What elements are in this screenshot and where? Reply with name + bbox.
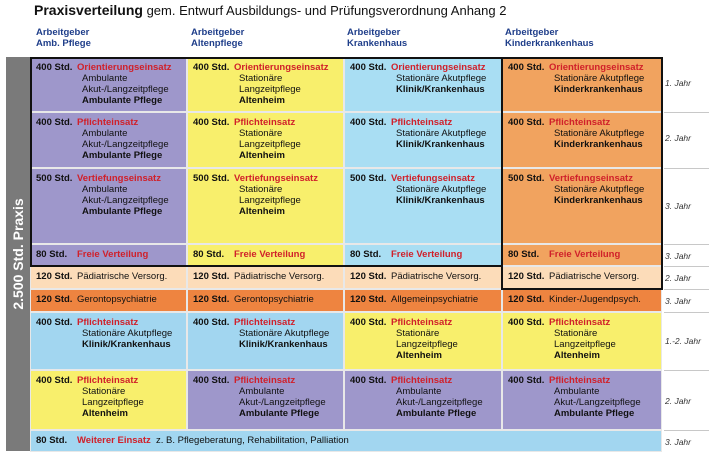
einsatz-type: Vertiefungseinsatz xyxy=(391,173,475,184)
einsatz-type: Pflichteinsatz xyxy=(234,375,296,386)
cell-line: Ambulante Pflege xyxy=(82,150,163,161)
hours-label: 400 Std. xyxy=(193,62,230,73)
cell-title xyxy=(36,317,186,328)
cell-pflicht2-kh xyxy=(344,312,502,370)
column-header-altenpflege xyxy=(191,27,244,49)
cell-line: Akut-/Langzeitpflege xyxy=(82,139,169,150)
cell-psych-amb xyxy=(30,289,187,312)
hours-label: 400 Std. xyxy=(193,317,230,328)
title-subtitle: gem. Entwurf Ausbildungs- und Prüfungsverordnung Anhang 2 xyxy=(146,3,507,18)
cell-title xyxy=(193,271,343,282)
cell-title xyxy=(350,62,501,73)
cell-line: Ambulante Pflege xyxy=(396,408,477,419)
einsatz-text: Kinder-/Jugendpsych. xyxy=(549,294,641,305)
einsatz-type: Weiterer Einsatz xyxy=(77,435,151,446)
einsatz-type: Pflichteinsatz xyxy=(77,375,139,386)
cell-line: Stationäre Akutpflege xyxy=(82,328,173,339)
einsatz-type: Pflichteinsatz xyxy=(234,317,296,328)
hours-label: 120 Std. xyxy=(193,271,230,282)
year-label: 2. Jahr xyxy=(665,133,691,143)
cell-line: Langzeitpflege xyxy=(396,339,458,350)
cell-line: Altenheim xyxy=(554,350,600,361)
cell-orientierung-alten xyxy=(187,57,344,112)
page-title xyxy=(34,2,506,18)
cell-title xyxy=(350,117,501,128)
cell-pflicht3-kh xyxy=(344,370,502,430)
cell-line: Langzeitpflege xyxy=(554,339,616,350)
cell-line: Stationäre Akutpflege xyxy=(396,184,487,195)
hours-label: 400 Std. xyxy=(36,62,73,73)
hours-label: 400 Std. xyxy=(508,375,545,386)
hours-label: 400 Std. xyxy=(350,375,387,386)
cell-paediatrie-alten xyxy=(187,266,344,289)
cell-freie-alten xyxy=(187,244,344,266)
cell-line: Stationäre Akutpflege xyxy=(554,73,645,84)
cell-line: Ambulante Pflege xyxy=(239,408,320,419)
einsatz-type: Vertiefungseinsatz xyxy=(234,173,318,184)
hours-label: 500 Std. xyxy=(193,173,230,184)
cell-line: Altenheim xyxy=(396,350,442,361)
cell-line: Langzeitpflege xyxy=(82,397,144,408)
year-label: 3. Jahr xyxy=(665,296,691,306)
einsatz-type: Orientierungseinsatz xyxy=(549,62,644,73)
cell-title xyxy=(36,117,186,128)
einsatz-type: Pflichteinsatz xyxy=(234,117,296,128)
einsatz-text: z. B. Pflegeberatung, Rehabilitation, Palliation xyxy=(156,435,349,446)
cell-line: Ambulante xyxy=(554,386,600,397)
cell-title xyxy=(193,173,343,184)
cell-line: Klinik/Krankenhaus xyxy=(396,139,485,150)
hours-label: 400 Std. xyxy=(350,62,387,73)
hours-label: 120 Std. xyxy=(36,294,73,305)
einsatz-text: Gerontopsychiatrie xyxy=(77,294,157,305)
hours-label: 80 Std. xyxy=(36,435,68,446)
cell-freie-kinder xyxy=(502,244,662,266)
year-divider xyxy=(664,370,709,371)
cell-title xyxy=(193,294,343,305)
cell-title xyxy=(508,173,661,184)
cell-line: Langzeitpflege xyxy=(239,84,301,95)
einsatz-type: Orientierungseinsatz xyxy=(77,62,172,73)
year-label: 3. Jahr xyxy=(665,437,691,447)
column-header-kinderkrankenhaus xyxy=(505,27,594,49)
cell-title xyxy=(36,249,186,260)
year-divider xyxy=(664,430,709,431)
hours-label: 120 Std. xyxy=(350,271,387,282)
cell-pflicht1-alten xyxy=(187,112,344,168)
cell-line: Altenheim xyxy=(239,150,285,161)
hours-label: 120 Std. xyxy=(350,294,387,305)
year-label: 2. Jahr xyxy=(665,396,691,406)
einsatz-type: Pflichteinsatz xyxy=(391,375,453,386)
cell-title xyxy=(36,294,186,305)
cell-line: Stationäre Akutpflege xyxy=(554,184,645,195)
cell-title xyxy=(508,62,661,73)
year-divider xyxy=(664,112,709,113)
cell-line: Stationäre xyxy=(554,328,598,339)
einsatz-text: Pädiatrische Versorg. xyxy=(549,271,640,282)
einsatz-type: Pflichteinsatz xyxy=(77,317,139,328)
cell-pflicht2-kinder xyxy=(502,312,662,370)
cell-line: Kinderkrankenhaus xyxy=(554,139,643,150)
cell-line: Stationäre xyxy=(239,73,283,84)
cell-title xyxy=(508,317,661,328)
cell-line: Klinik/Krankenhaus xyxy=(82,339,171,350)
hours-label: 400 Std. xyxy=(350,117,387,128)
einsatz-type: Freie Verteilung xyxy=(549,249,621,260)
cell-vertiefung-alten xyxy=(187,168,344,244)
year-divider xyxy=(664,168,709,169)
cell-pflicht2-amb xyxy=(30,312,187,370)
hours-label: 400 Std. xyxy=(193,375,230,386)
cell-psych-kh xyxy=(344,289,502,312)
einsatz-text: Gerontopsychiatrie xyxy=(234,294,314,305)
hours-label: 80 Std. xyxy=(350,249,382,260)
einsatz-type: Vertiefungseinsatz xyxy=(549,173,633,184)
cell-title xyxy=(350,249,501,260)
cell-line: Ambulante xyxy=(396,386,442,397)
cell-line: Ambulante Pflege xyxy=(82,206,163,217)
einsatz-type: Freie Verteilung xyxy=(391,249,463,260)
praxis-label: 2.500 Std. Praxis xyxy=(10,198,26,310)
hours-label: 120 Std. xyxy=(36,271,73,282)
cell-paediatrie-kinder xyxy=(502,266,662,289)
cell-line: Stationäre Akutpflege xyxy=(554,128,645,139)
year-divider xyxy=(664,312,709,313)
hours-label: 80 Std. xyxy=(36,249,68,260)
cell-pflicht1-kinder xyxy=(502,112,662,168)
einsatz-text: Pädiatrische Versorg. xyxy=(391,271,482,282)
year-label: 1. Jahr xyxy=(665,78,691,88)
year-divider xyxy=(664,244,709,245)
column-header-line: Arbeitgeber xyxy=(347,27,401,38)
cell-title xyxy=(36,62,186,73)
cell-line: Akut-/Langzeitpflege xyxy=(82,84,169,95)
hours-label: 400 Std. xyxy=(36,317,73,328)
hours-label: 400 Std. xyxy=(350,317,387,328)
einsatz-type: Pflichteinsatz xyxy=(549,117,611,128)
cell-line: Klinik/Krankenhaus xyxy=(396,195,485,206)
hours-label: 400 Std. xyxy=(508,62,545,73)
cell-line: Akut-/Langzeitpflege xyxy=(82,195,169,206)
cell-title xyxy=(193,249,343,260)
einsatz-type: Orientierungseinsatz xyxy=(234,62,329,73)
cell-line: Akut-/Langzeitpflege xyxy=(239,397,326,408)
cell-line: Ambulante xyxy=(82,128,128,139)
column-header-line: Arbeitgeber xyxy=(191,27,245,38)
year-label: 3. Jahr xyxy=(665,201,691,211)
hours-label: 400 Std. xyxy=(508,117,545,128)
einsatz-text: Allgemeinpsychiatrie xyxy=(391,294,479,305)
cell-line: Klinik/Krankenhaus xyxy=(239,339,328,350)
hours-label: 80 Std. xyxy=(193,249,225,260)
cell-line: Ambulante xyxy=(82,184,128,195)
cell-title xyxy=(193,62,343,73)
cell-paediatrie-kh xyxy=(344,266,502,289)
hours-label: 120 Std. xyxy=(508,271,545,282)
cell-title xyxy=(508,375,661,386)
cell-title xyxy=(508,249,661,260)
cell-line: Stationäre xyxy=(82,386,126,397)
hours-label: 500 Std. xyxy=(508,173,545,184)
hours-label: 400 Std. xyxy=(36,375,73,386)
einsatz-text: Pädiatrische Versorg. xyxy=(234,271,325,282)
einsatz-type: Freie Verteilung xyxy=(77,249,149,260)
cell-line: Ambulante xyxy=(239,386,285,397)
cell-title xyxy=(350,173,501,184)
cell-title xyxy=(350,317,501,328)
cell-line: Stationäre xyxy=(239,128,283,139)
hours-label: 400 Std. xyxy=(193,117,230,128)
column-header-line: Arbeitgeber xyxy=(505,27,559,38)
einsatz-type: Vertiefungseinsatz xyxy=(77,173,161,184)
cell-pflicht2-alten xyxy=(187,312,344,370)
cell-title xyxy=(36,375,186,386)
cell-title xyxy=(508,117,661,128)
cell-orientierung-kh xyxy=(344,57,502,112)
cell-freie-kh xyxy=(344,244,502,266)
cell-line: Stationäre xyxy=(239,184,283,195)
cell-line: Akut-/Langzeitpflege xyxy=(396,397,483,408)
year-divider xyxy=(664,266,709,267)
cell-title xyxy=(193,375,343,386)
cell-line: Langzeitpflege xyxy=(239,139,301,150)
hours-label: 400 Std. xyxy=(36,117,73,128)
cell-vertiefung-kh xyxy=(344,168,502,244)
cell-vertiefung-kinder xyxy=(502,168,662,244)
cell-title xyxy=(193,117,343,128)
column-header-krankenhaus xyxy=(347,27,407,49)
cell-line: Ambulante Pflege xyxy=(554,408,635,419)
cell-line: Stationäre Akutpflege xyxy=(396,73,487,84)
cell-line: Stationäre xyxy=(396,328,440,339)
cell-line: Klinik/Krankenhaus xyxy=(396,84,485,95)
cell-line: Langzeitpflege xyxy=(239,195,301,206)
einsatz-type: Pflichteinsatz xyxy=(549,375,611,386)
cell-pflicht3-kinder xyxy=(502,370,662,430)
einsatz-type: Orientierungseinsatz xyxy=(391,62,486,73)
cell-line: Altenheim xyxy=(82,408,128,419)
cell-pflicht3-alten xyxy=(187,370,344,430)
cell-title xyxy=(193,317,343,328)
column-header-line: Kinderkrankenhaus xyxy=(505,38,594,49)
hours-label: 500 Std. xyxy=(36,173,73,184)
cell-freie-amb xyxy=(30,244,187,266)
cell-line: Kinderkrankenhaus xyxy=(554,195,643,206)
column-header-line: Amb. Pflege xyxy=(36,38,91,49)
cell-title xyxy=(508,294,661,305)
cell-pflicht1-amb xyxy=(30,112,187,168)
hours-label: 80 Std. xyxy=(508,249,540,260)
cell-line: Ambulante xyxy=(82,73,128,84)
cell-title xyxy=(350,294,501,305)
cell-pflicht1-kh xyxy=(344,112,502,168)
cell-line: Akut-/Langzeitpflege xyxy=(554,397,641,408)
column-header-line: Arbeitgeber xyxy=(36,27,90,38)
cell-title xyxy=(36,435,661,446)
cell-orientierung-kinder xyxy=(502,57,662,112)
cell-vertiefung-amb xyxy=(30,168,187,244)
cell-line: Altenheim xyxy=(239,95,285,106)
einsatz-type: Pflichteinsatz xyxy=(77,117,139,128)
year-label: 1.-2. Jahr xyxy=(665,336,701,346)
column-header-line: Altenpflege xyxy=(191,38,243,49)
einsatz-type: Pflichteinsatz xyxy=(391,117,453,128)
cell-line: Ambulante Pflege xyxy=(82,95,163,106)
cell-weiterer-einsatz xyxy=(30,430,662,452)
einsatz-type: Freie Verteilung xyxy=(234,249,306,260)
cell-line: Stationäre Akutpflege xyxy=(396,128,487,139)
cell-line: Stationäre Akutpflege xyxy=(239,328,330,339)
einsatz-type: Pflichteinsatz xyxy=(549,317,611,328)
year-divider xyxy=(664,289,709,290)
cell-line: Altenheim xyxy=(239,206,285,217)
cell-orientierung-amb xyxy=(30,57,187,112)
cell-title xyxy=(350,271,501,282)
column-header-amb-pflege xyxy=(36,27,91,49)
einsatz-text: Pädiatrische Versorg. xyxy=(77,271,168,282)
cell-title xyxy=(350,375,501,386)
cell-title xyxy=(36,271,186,282)
hours-label: 120 Std. xyxy=(193,294,230,305)
hours-label: 500 Std. xyxy=(350,173,387,184)
cell-pflicht3-amb xyxy=(30,370,187,430)
column-header-line: Krankenhaus xyxy=(347,38,408,49)
cell-psych-alten xyxy=(187,289,344,312)
year-label: 2. Jahr xyxy=(665,273,691,283)
cell-line: Kinderkrankenhaus xyxy=(554,84,643,95)
title-main: Praxisverteilung xyxy=(34,2,143,18)
cell-title xyxy=(508,271,661,282)
einsatz-type: Pflichteinsatz xyxy=(391,317,453,328)
hours-label: 120 Std. xyxy=(508,294,545,305)
cell-psych-kinder xyxy=(502,289,662,312)
year-label: 3. Jahr xyxy=(665,251,691,261)
cell-paediatrie-amb xyxy=(30,266,187,289)
cell-title xyxy=(36,173,186,184)
hours-label: 400 Std. xyxy=(508,317,545,328)
